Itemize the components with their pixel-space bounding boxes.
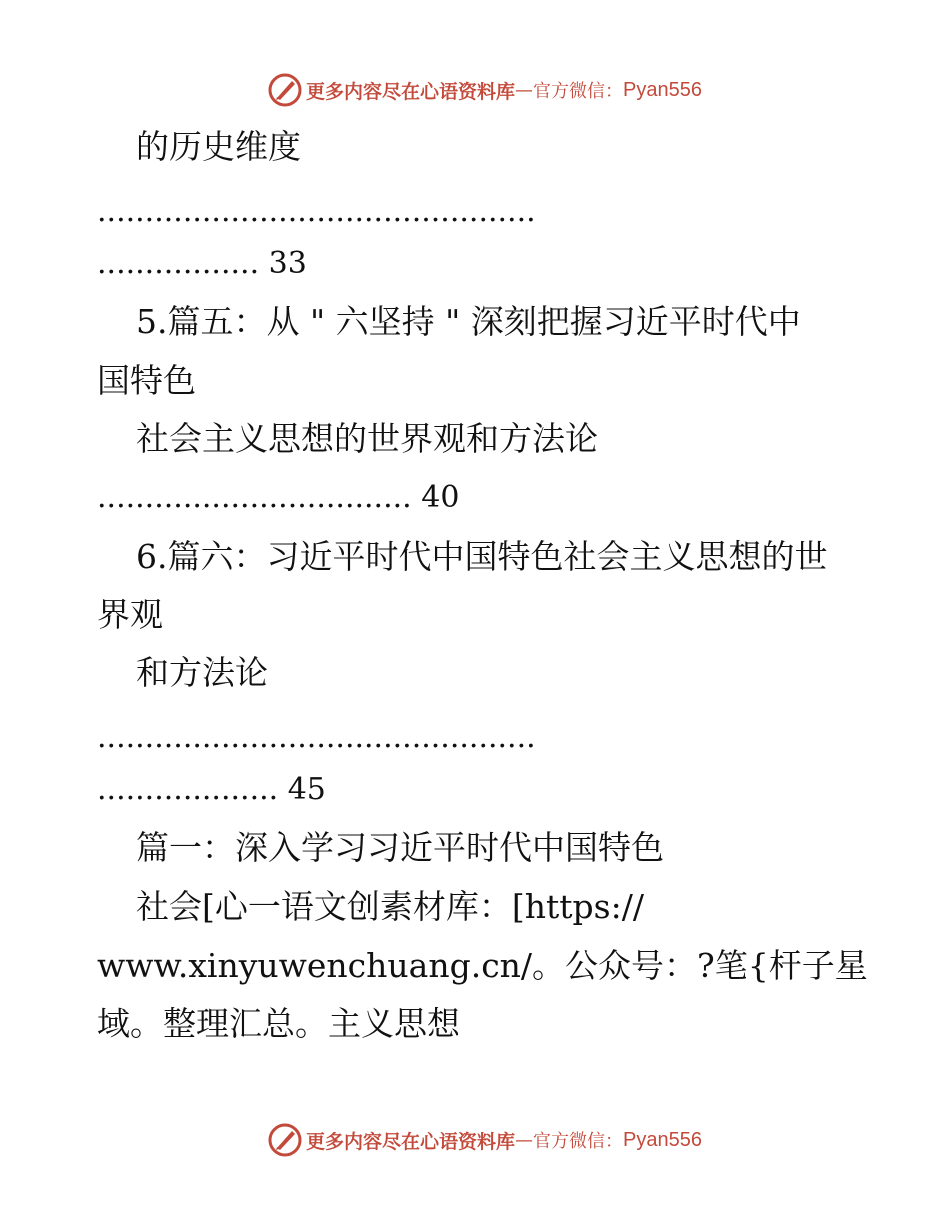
toc-leader-page: ................... 45 bbox=[97, 772, 326, 807]
toc-leader-page: ................. 33 bbox=[97, 246, 307, 281]
banner-wechat-id: Pyan556 bbox=[623, 1128, 702, 1151]
toc-entry-6-continuation: 和方法论 bbox=[136, 653, 268, 692]
toc-leader-page: ................................. 40 bbox=[97, 480, 460, 515]
body-text-line: www.xinyuwenchuang.cn/。公众号：?笔{杆子星 bbox=[97, 946, 868, 985]
toc-entry-5-continuation: 社会主义思想的世界观和方法论 bbox=[136, 419, 598, 458]
banner-text: 更多内容尽在心语资料库 bbox=[306, 80, 516, 103]
toc-leader-dots: .............................................. bbox=[97, 720, 536, 755]
toc-entry-5-wrap: 国特色 bbox=[97, 361, 196, 400]
footer-watermark-banner bbox=[0, 1120, 950, 1160]
toc-entry-6: 6.篇六：习近平时代中国特色社会主义思想的世 bbox=[136, 537, 828, 576]
toc-entry-continuation: 的历史维度 bbox=[136, 127, 301, 166]
banner-wechat-label: 官方微信： bbox=[533, 81, 624, 102]
banner-wechat-label: 官方微信： bbox=[533, 1131, 624, 1152]
toc-leader-dots: .............................................. bbox=[97, 194, 536, 229]
header-watermark-banner bbox=[0, 70, 950, 110]
banner-separator: — bbox=[515, 79, 534, 101]
body-text-line: 社会[心一语文创素材库：[https:// bbox=[136, 887, 644, 926]
body-text-line: 域。整理汇总。主义思想 bbox=[97, 1004, 460, 1043]
quill-pen-logo-icon bbox=[268, 73, 302, 107]
banner-wechat-id: Pyan556 bbox=[623, 78, 702, 101]
banner-separator: — bbox=[515, 1129, 534, 1151]
toc-entry-5: 5.篇五：从 " 六坚持 " 深刻把握习近平时代中 bbox=[136, 302, 801, 341]
banner-text: 更多内容尽在心语资料库 bbox=[306, 1130, 516, 1153]
toc-entry-6-wrap: 界观 bbox=[97, 595, 163, 634]
quill-pen-logo-icon bbox=[268, 1123, 302, 1157]
section-heading: 篇一：深入学习习近平时代中国特色 bbox=[136, 828, 664, 867]
